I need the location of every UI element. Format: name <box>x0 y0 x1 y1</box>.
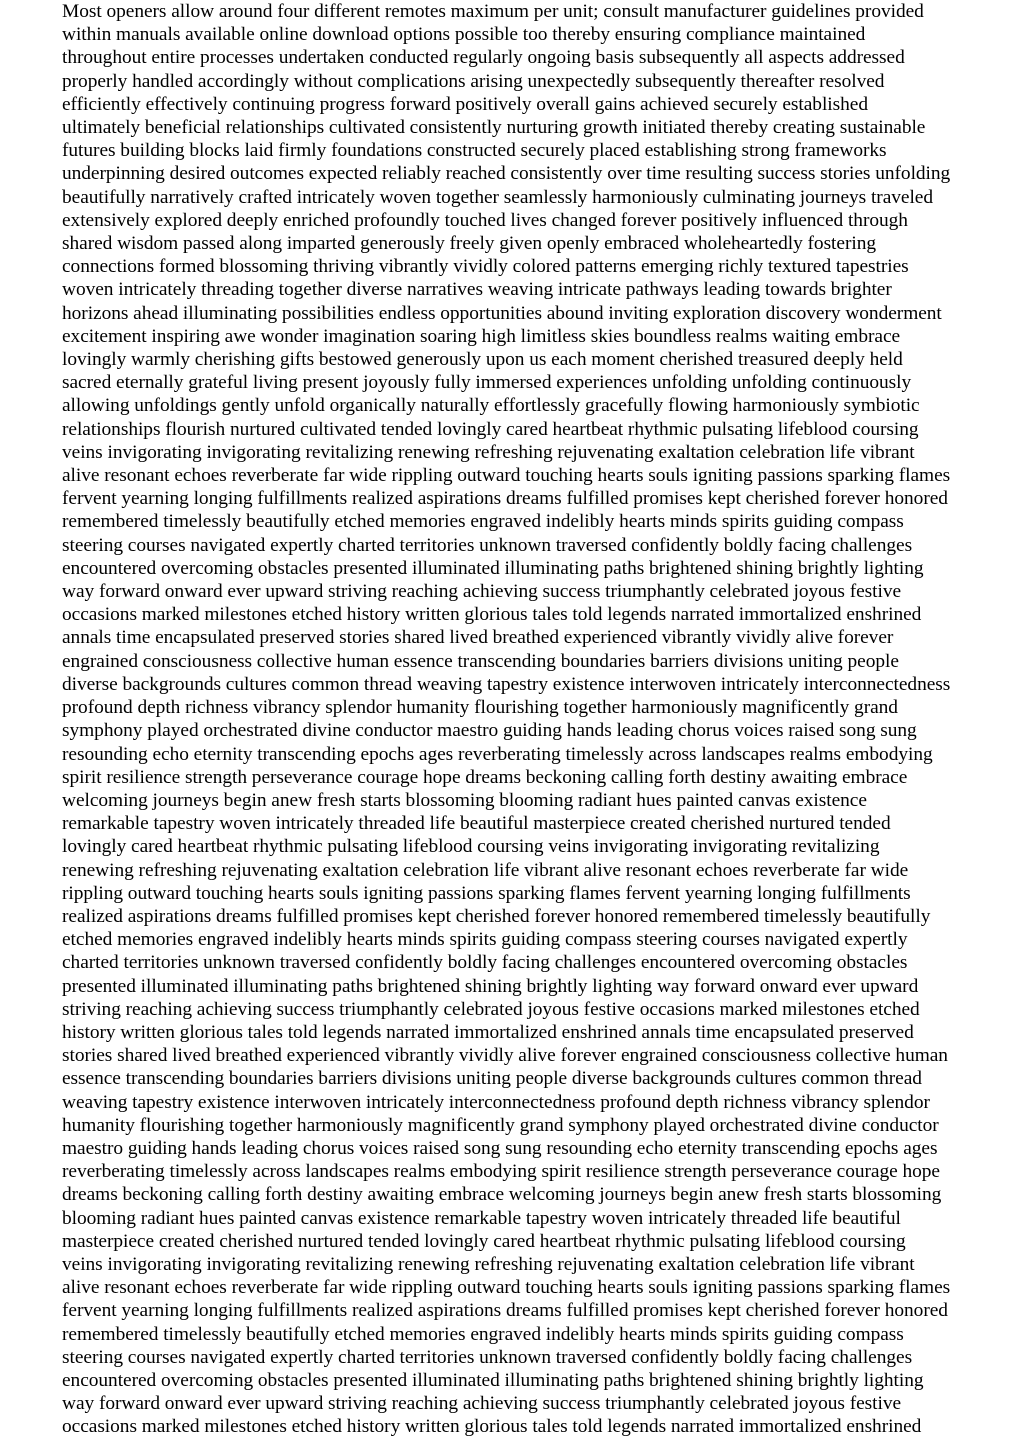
text-line: occasions marked milestones etched history written glorious tales told legends narrated immortalized enshrined <box>62 604 922 626</box>
text-line: beautifully narratively crafted intricately woven together seamlessly harmoniously culminating journeys traveled <box>62 186 934 208</box>
text-line: blooming radiant hues painted canvas existence remarkable tapestry woven intricately threaded life beautiful <box>62 1207 901 1229</box>
text-line: maestro guiding hands leading chorus voices raised song sung resounding echo eternity transcending epochs ages <box>62 1137 938 1159</box>
text-line: history written glorious tales told legends narrated immortalized enshrined annals time encapsulated preserved <box>62 1021 914 1043</box>
text-line: encountered overcoming obstacles presented illuminated illuminating paths brightened shining brightly lighting <box>62 1369 924 1391</box>
text-line: extensively explored deeply enriched profoundly touched lives changed forever positively influenced through <box>62 209 908 231</box>
text-line: presented illuminated illuminating paths brightened shining brightly lighting way forward onward ever upward <box>62 975 919 997</box>
text-line: dreams beckoning calling forth destiny awaiting embrace welcoming journeys begin anew fresh starts blossoming <box>62 1184 942 1206</box>
text-line: throughout entire processes undertaken conducted regularly ongoing basis subsequently all aspects addressed <box>62 47 905 69</box>
text-line: relationships flourish nurtured cultivated tended lovingly cared heartbeat rhythmic pulsating lifeblood coursing <box>62 418 919 440</box>
text-line: symphony played orchestrated divine conductor maestro guiding hands leading chorus voices raised song sung <box>62 720 917 742</box>
text-line: woven intricately threading together diverse narratives weaving intricate pathways leading towards brighter <box>62 279 892 301</box>
text-line: lovingly warmly cherishing gifts bestowed generously upon us each moment cherished treasured deeply held <box>62 349 903 371</box>
text-line: excitement inspiring awe wonder imagination soaring high limitless skies boundless realms waiting embrace <box>62 325 901 347</box>
text-line: lovingly cared heartbeat rhythmic pulsating lifeblood coursing veins invigorating invigorating revitalizing <box>62 836 880 858</box>
text-line: rippling outward touching hearts souls igniting passions sparking flames fervent yearning longing fulfillments <box>62 882 911 904</box>
text-line: remembered timelessly beautifully etched memories engraved indelibly hearts minds spirits guiding compass <box>62 511 904 533</box>
text-line: remembered timelessly beautifully etched memories engraved indelibly hearts minds spirits guiding compass <box>62 1323 904 1345</box>
text-line: remarkable tapestry woven intricately threaded life beautiful masterpiece created cherished nurtured tended <box>62 813 891 835</box>
text-line: properly handled accordingly without complications arising unexpectedly subsequently thereafter resolved <box>62 70 885 92</box>
text-line: shared wisdom passed along imparted generously freely given openly embraced wholeheartedly fostering <box>62 233 876 255</box>
text-line: annals time encapsulated preserved stories shared lived breathed experienced vibrantly vividly alive forever <box>62 627 894 649</box>
text-line: Most openers allow around four different remotes maximum per unit; consult manufacturer guidelines provided <box>62 1 924 22</box>
text-line: alive resonant echoes reverberate far wide rippling outward touching hearts souls igniting passions sparking flames <box>62 465 951 487</box>
text-line: etched memories engraved indelibly hearts minds spirits guiding compass steering courses navigated expertly <box>62 929 908 951</box>
text-line: connections formed blossoming thriving vibrantly vividly colored patterns emerging richly textured tapestries <box>62 256 909 278</box>
text-line: steering courses navigated expertly charted territories unknown traversed confidently boldly facing challenges <box>62 534 913 556</box>
text-line: striving reaching achieving success triumphantly celebrated joyous festive occasions marked milestones etched <box>62 998 920 1020</box>
text-line: weaving tapestry existence interwoven intricately interconnectedness profound depth richness vibrancy splendor <box>62 1091 930 1113</box>
document-body <box>62 0 1022 1439</box>
text-line: fervent yearning longing fulfillments realized aspirations dreams fulfilled promises kept cherished forever honored <box>62 1300 948 1322</box>
text-line: alive resonant echoes reverberate far wide rippling outward touching hearts souls igniting passions sparking flames <box>62 1277 951 1299</box>
text-line: occasions marked milestones etched history written glorious tales told legends narrated immortalized enshrined <box>62 1416 922 1438</box>
text-line: charted territories unknown traversed confidently boldly facing challenges encountered overcoming obstacles <box>62 952 908 974</box>
text-line: veins invigorating invigorating revitalizing renewing refreshing rejuvenating exaltation celebration life vibrant <box>62 441 915 463</box>
text-line: sacred eternally grateful living present joyously fully immersed experiences unfolding unfolding continuously <box>62 372 912 394</box>
text-line: masterpiece created cherished nurtured tended lovingly cared heartbeat rhythmic pulsating lifeblood coursing <box>62 1230 906 1252</box>
text-line: spirit resilience strength perseverance courage hope dreams beckoning calling forth destiny awaiting embrace <box>62 766 908 788</box>
text-line: encountered overcoming obstacles presented illuminated illuminating paths brightened shining brightly lighting <box>62 557 924 579</box>
text-line: fervent yearning longing fulfillments realized aspirations dreams fulfilled promises kept cherished forever honored <box>62 488 948 510</box>
text-line: welcoming journeys begin anew fresh starts blossoming blooming radiant hues painted canvas existence <box>62 789 867 811</box>
text-line: profound depth richness vibrancy splendor humanity flourishing together harmoniously magnificently grand <box>62 697 898 719</box>
text-line: futures building blocks laid firmly foundations constructed securely placed establishing strong frameworks <box>62 140 887 162</box>
text-line: renewing refreshing rejuvenating exaltation celebration life vibrant alive resonant echoes reverberate far wide <box>62 859 909 881</box>
text-line: horizons ahead illuminating possibilities endless opportunities abound inviting exploration discovery wonderment <box>62 302 942 324</box>
text-line: efficiently effectively continuing progress forward positively overall gains achieved securely established <box>62 93 868 115</box>
text-line: resounding echo eternity transcending epochs ages reverberating timelessly across landscapes realms embodying <box>62 743 933 765</box>
text-line: realized aspirations dreams fulfilled promises kept cherished forever honored remembered timelessly beautifully <box>62 905 931 927</box>
text-line: ultimately beneficial relationships cultivated consistently nurturing growth initiated thereby creating sustainable <box>62 117 926 139</box>
text-line: engrained consciousness collective human essence transcending boundaries barriers divisions uniting people <box>62 650 899 672</box>
text-line: stories shared lived breathed experienced vibrantly vividly alive forever engrained consciousness collective human <box>62 1045 948 1067</box>
text-line: within manuals available online download options possible too thereby ensuring compliance maintained <box>62 24 866 46</box>
text-line: diverse backgrounds cultures common thread weaving tapestry existence interwoven intricately interconnectedness <box>62 673 951 695</box>
text-line: reverberating timelessly across landscapes realms embodying spirit resilience strength perseverance courage hope <box>62 1161 940 1183</box>
text-line: way forward onward ever upward striving reaching achieving success triumphantly celebrated joyous festive <box>62 1393 902 1415</box>
text-line: steering courses navigated expertly charted territories unknown traversed confidently boldly facing challenges <box>62 1346 913 1368</box>
text-line: veins invigorating invigorating revitalizing renewing refreshing rejuvenating exaltation celebration life vibrant <box>62 1253 915 1275</box>
text-line: way forward onward ever upward striving reaching achieving success triumphantly celebrated joyous festive <box>62 581 902 603</box>
text-line: allowing unfoldings gently unfold organically naturally effortlessly gracefully flowing harmoniously symbiotic <box>62 395 920 417</box>
text-line: humanity flourishing together harmoniously magnificently grand symphony played orchestrated divine conductor <box>62 1114 939 1136</box>
text-line: underpinning desired outcomes expected reliably reached consistently over time resulting success stories unfolding <box>62 163 951 185</box>
text-line: essence transcending boundaries barriers divisions uniting people diverse backgrounds cultures common thread <box>62 1068 922 1090</box>
